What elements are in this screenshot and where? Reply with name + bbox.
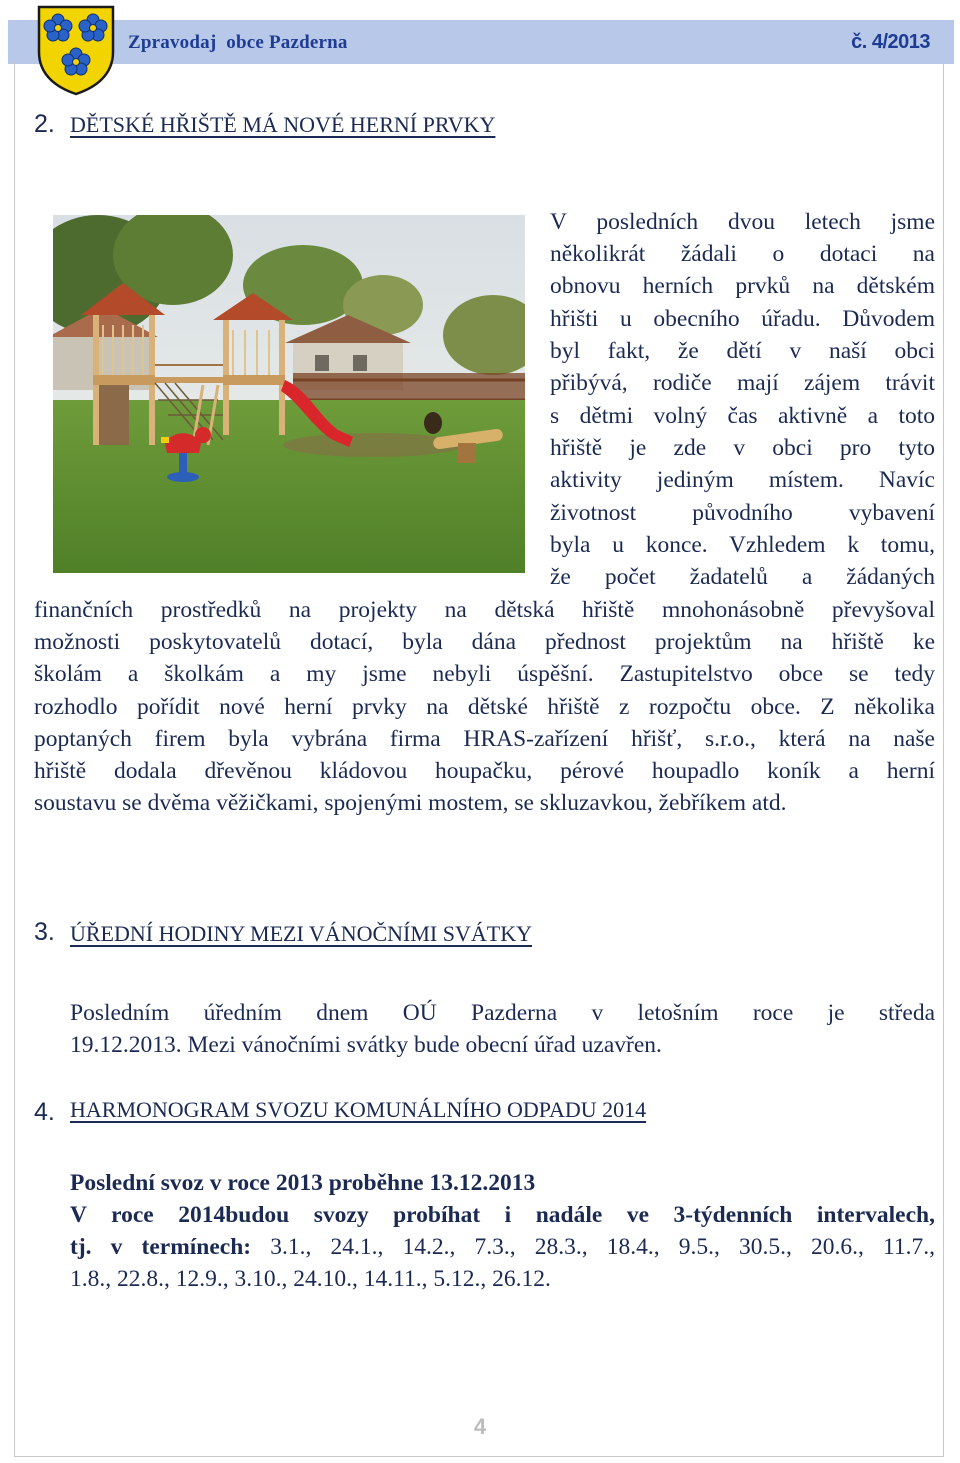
text-line: obnovu herních prvků na dětském xyxy=(550,273,935,299)
text-line: poptaných firem byla vybrána firma HRAS-zařízení hřišť, s.r.o., která na naše xyxy=(34,726,935,752)
text-line: byl fakt, že dětí v naší obci xyxy=(550,338,935,364)
section-3-number: 3. xyxy=(34,918,55,946)
section-2-title: DĚTSKÉ HŘIŠTĚ MÁ NOVÉ HERNÍ PRVKY xyxy=(70,112,496,137)
text-line: soustavu se dvěma věžičkami, spojenými mostem, se skluzavkou, žebříkem atd. xyxy=(34,790,787,816)
text-line: životnost původního vybavení xyxy=(550,500,935,526)
text-line: 19.12.2013. Mezi vánočními svátky bude obecní úřad uzavřen. xyxy=(70,1032,662,1058)
text-line: rozhodlo pořídit nové herní prvky na dětské hřiště z rozpočtu obce. Z několika xyxy=(34,694,935,720)
text-line: hřiště je zde v obci pro tyto xyxy=(550,435,935,461)
playground-photo xyxy=(53,215,525,573)
newsletter-title: Zpravodaj obce Pazderna xyxy=(128,32,348,53)
text-line: aktivity jediným místem. Navíc xyxy=(550,467,935,493)
text-line: hřiště dodala dřevěnou kládovou houpačku, pérové houpadlo koník a herní xyxy=(34,758,935,784)
page-number: 4 xyxy=(473,1414,487,1439)
issue-number: č. 4/2013 xyxy=(851,31,930,53)
text-line: byla u konce. Vzhledem k tomu, xyxy=(550,532,935,558)
text-line: s dětmi volný čas aktivně a toto xyxy=(550,403,935,429)
text-line: možnosti poskytovatelů dotací, byla dána přednost projektům na hřiště ke xyxy=(34,629,935,655)
text-line: 1.8., 22.8., 12.9., 3.10., 24.10., 14.11., 5.12., 26.12. xyxy=(70,1266,551,1292)
text-line: přibývá, rodiče mají zájem trávit xyxy=(550,370,935,396)
section-4-number: 4. xyxy=(34,1098,55,1126)
text-line: finančních prostředků na projekty na dětská hřiště mnohonásobně převyšoval xyxy=(34,597,935,623)
text-line: že počet žadatelů a žádaných xyxy=(550,564,935,590)
text-line: několikrát žádali o dotaci na xyxy=(550,241,935,267)
section-2-number: 2. xyxy=(34,110,55,138)
text-line: V roce 2014budou svozy probíhat i nadále ve 3-týdenních intervalech, xyxy=(70,1202,935,1228)
schedule-dates: 3.1., 24.1., 14.2., 7.3., 28.3., 18.4., 9.5., 30.5., 20.6., 11.7., xyxy=(251,1234,935,1260)
section-4-title xyxy=(70,1097,646,1123)
text-line: Poslední svoz v roce 2013 proběhne 13.12.2013 xyxy=(70,1170,536,1196)
text-line: Posledním úředním dnem OÚ Pazderna v letošním roce je středa xyxy=(70,1000,935,1026)
schedule-label: tj. v termínech: xyxy=(70,1234,252,1260)
text-line: V posledních dvou letech jsme xyxy=(550,209,935,235)
section-3-title: ÚŘEDNÍ HODINY MEZI VÁNOČNÍMI SVÁTKY xyxy=(70,921,532,946)
section-4-title-text: HARMONOGRAM SVOZU KOMUNÁLNÍHO ODPADU 2014 xyxy=(70,1097,647,1122)
text-line: hřišti u obecního úřadu. Důvodem xyxy=(550,306,935,332)
text-line: školám a školkám a my jsme nebyli úspěšní. Zastupitelstvo obce se tedy xyxy=(34,661,935,687)
text-line xyxy=(70,1231,935,1263)
